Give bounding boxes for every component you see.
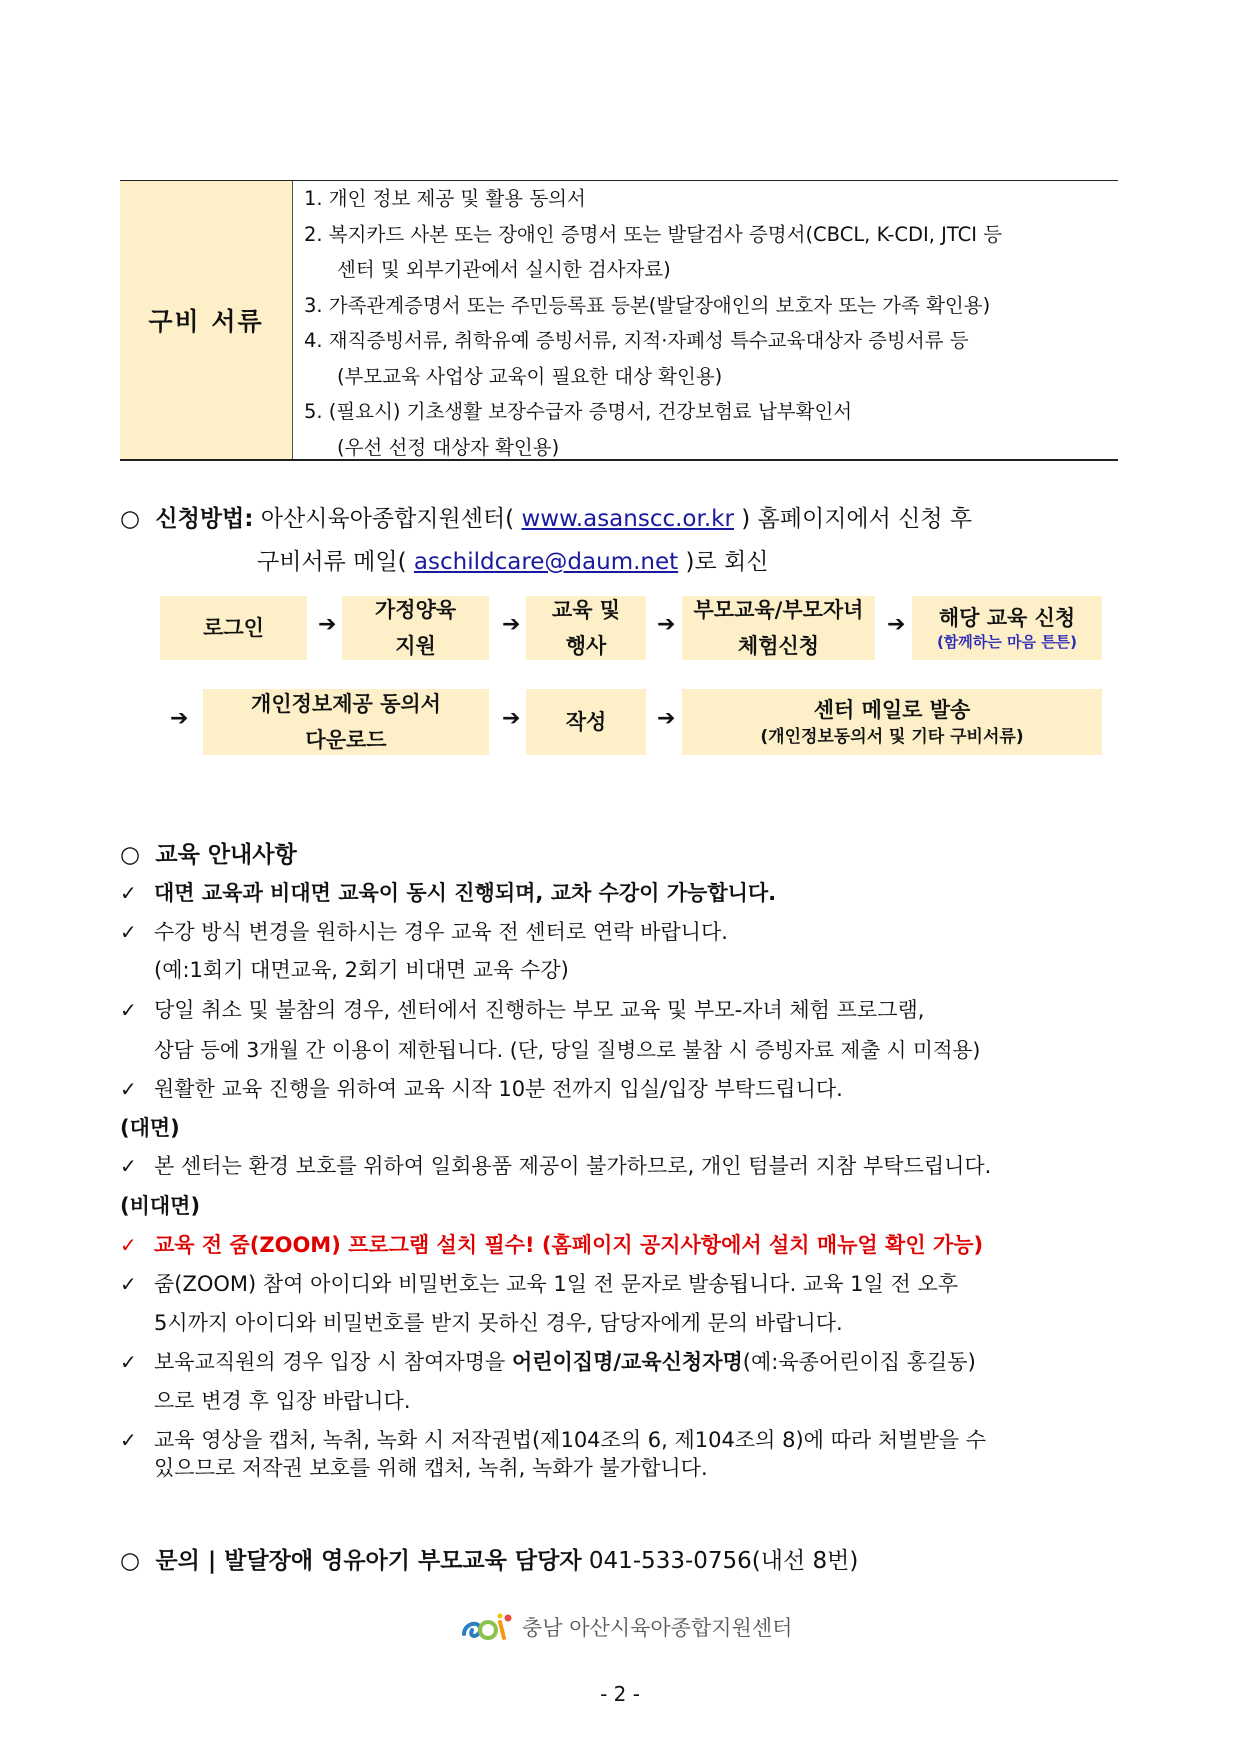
apply-text: 아산시육아종합지원센터( (253, 506, 515, 532)
apply-text: )로 회신 (685, 549, 769, 575)
guide-item-text: 수강 방식 변경을 원하시는 경우 교육 전 센터로 연락 바랍니다. (154, 920, 728, 944)
circle-bullet-icon: ○ (120, 842, 141, 868)
check-icon: ✓ (120, 1233, 137, 1257)
required-documents-list (304, 181, 1118, 465)
required-documents-header: 구비 서류 (120, 181, 293, 459)
guide-item-text: 보육교직원의 경우 입장 시 참여자명을 (154, 1350, 512, 1374)
guide-item-alert (120, 1229, 983, 1259)
offline-heading: (대면) (120, 1116, 180, 1140)
check-icon: ✓ (120, 1428, 137, 1452)
doc-item: 3. 가족관계증명서 또는 주민등록표 등본(발달장애인의 보호자 또는 가족 확인용) (304, 293, 991, 317)
arrow-right-icon: ➔ (170, 706, 189, 731)
flow-step-consent-download (203, 689, 489, 755)
check-icon: ✓ (120, 1077, 137, 1101)
flow-step-label: 개인정보제공 동의서 (251, 692, 441, 716)
arrow-right-icon: ➔ (502, 706, 521, 731)
guide-item-continuation: 상담 등에 3개월 간 이용이 제한됩니다. (단, 당일 질병으로 불참 시 증빙자료 제출 시 미적용) (154, 1038, 981, 1062)
flow-step-label: 가정양육 (374, 598, 457, 622)
guide-item (120, 1268, 958, 1298)
apply-method-line1 (120, 500, 972, 533)
apply-method-label: 신청방법: (155, 506, 254, 532)
doc-item-continuation: (우선 선정 대상자 확인용) (337, 435, 560, 459)
flow-step-label: 센터 메일로 발송 (813, 698, 971, 722)
contact-phone: 041-533-0756(내선 8번) (581, 1548, 859, 1574)
center-logo-icon (460, 1610, 516, 1644)
check-icon: ✓ (120, 881, 137, 905)
guide-item-text: (예:육종어린이집 홍길동) (742, 1350, 976, 1374)
guide-item-continuation: (예:1회기 대면교육, 2회기 비대면 교육 수강) (154, 958, 569, 982)
guide-item-text: 대면 교육과 비대면 교육이 동시 진행되며, 교차 수강이 가능합니다. (154, 881, 777, 905)
contact-label: 문의 | 발달장애 영유아기 부모교육 담당자 (155, 1548, 582, 1574)
flow-step-send-email (682, 689, 1102, 755)
arrow-right-icon: ➔ (502, 612, 521, 637)
guide-item-continuation: 으로 변경 후 입장 바랍니다. (154, 1389, 411, 1413)
arrow-right-icon: ➔ (887, 612, 906, 637)
email-link[interactable]: aschildcare@daum.net (413, 549, 679, 575)
doc-item-continuation: 센터 및 외부기관에서 실시한 검사자료) (337, 258, 671, 281)
check-icon: ✓ (120, 920, 137, 944)
doc-item: 4. 재직증빙서류, 취학유예 증빙서류, 지적·자폐성 특수교육대상자 증빙서류 등 (304, 329, 969, 352)
flow-step-label: 해당 교육 신청 (938, 606, 1076, 630)
guide-item (120, 1073, 843, 1103)
page-number: - 2 - (600, 1682, 640, 1706)
guide-item (120, 916, 728, 946)
guide-item-continuation: 있으므로 저작권 보호를 위해 캡처, 녹취, 녹화가 불가합니다. (154, 1456, 708, 1480)
check-icon: ✓ (120, 1350, 137, 1374)
guide-item (120, 1150, 991, 1180)
flow-step-login (160, 596, 307, 660)
center-logo (460, 1610, 792, 1644)
website-link[interactable]: www.asanscc.or.kr (521, 506, 734, 532)
center-logo-text: 충남 아산시육아종합지원센터 (522, 1616, 793, 1640)
guide-item (120, 994, 924, 1024)
guide-item-text: 본 센터는 환경 보호를 위하여 일회용품 제공이 불가하므로, 개인 텀블러 지참 부탁드립니다. (154, 1154, 992, 1178)
doc-item-continuation: (부모교육 사업상 교육이 필요한 대상 확인용) (337, 364, 723, 388)
guide-item (120, 877, 776, 907)
guide-title (120, 836, 297, 869)
guide-item-continuation: 5시까지 아이디와 비밀번호를 받지 못하신 경우, 담당자에게 문의 바랍니다. (154, 1311, 843, 1335)
check-icon: ✓ (120, 1272, 137, 1296)
check-icon: ✓ (120, 1154, 137, 1178)
flow-step-home-care (342, 596, 489, 660)
flow-step-education-events (526, 596, 646, 660)
flow-step-sublabel: (함께하는 마음 튼튼) (936, 633, 1078, 651)
guide-item-text: 교육 영상을 캡처, 녹취, 녹화 시 저작권법(제104조의 6, 제104조의 8)에 따라 처벌받을 수 (154, 1428, 986, 1452)
flow-step-label: 체험신청 (737, 634, 820, 658)
apply-text: 구비서류 메일( (257, 549, 407, 575)
flow-step-sublabel: (개인정보동의서 및 기타 구비서류) (760, 727, 1024, 747)
contact-line (120, 1542, 858, 1575)
apply-method-line2 (257, 543, 768, 576)
guide-item (120, 1346, 976, 1376)
flow-step-parent-program (682, 596, 875, 660)
arrow-right-icon: ➔ (657, 706, 676, 731)
flow-step-write (526, 689, 646, 755)
apply-text: ) 홈페이지에서 신청 후 (741, 506, 973, 532)
doc-item: 5. (필요시) 기초생활 보장수급자 증명서, 건강보험료 납부확인서 (304, 400, 853, 423)
circle-bullet-icon: ○ (120, 506, 141, 532)
circle-bullet-icon: ○ (120, 1548, 141, 1574)
flow-step-label: 로그인 (203, 616, 264, 640)
guide-item-text: 당일 취소 및 불참의 경우, 센터에서 진행하는 부모 교육 및 부모-자녀 체험 프로그램, (154, 998, 925, 1022)
flow-step-label: 지원 (395, 634, 436, 658)
arrow-right-icon: ➔ (657, 612, 676, 637)
flow-step-label: 작성 (565, 710, 607, 734)
online-heading: (비대면) (120, 1194, 201, 1218)
doc-item: 1. 개인 정보 제공 및 활용 동의서 (304, 187, 586, 210)
flow-step-apply-course (912, 596, 1102, 660)
guide-item-text: 원활한 교육 진행을 위하여 교육 시작 10분 전까지 입실/입장 부탁드립니다. (154, 1077, 843, 1101)
guide-item (120, 1424, 986, 1454)
flow-step-label: 행사 (565, 634, 607, 658)
arrow-right-icon: ➔ (318, 612, 337, 637)
guide-title-text: 교육 안내사항 (155, 842, 297, 868)
required-documents-table (120, 180, 1118, 461)
flow-step-label: 부모교육/부모자녀 (693, 598, 864, 622)
guide-item-bold-text: 어린이집명/교육신청자명 (511, 1350, 743, 1374)
doc-item: 2. 복지카드 사본 또는 장애인 증명서 또는 발달검사 증명서(CBCL, K-CDI, JTCI 등 (304, 222, 1003, 246)
flow-step-label: 다운로드 (305, 728, 387, 752)
guide-item-text: 교육 전 줌(ZOOM) 프로그램 설치 필수! (홈페이지 공지사항에서 설치 매뉴얼 확인 가능) (154, 1233, 984, 1257)
guide-item-text: 줌(ZOOM) 참여 아이디와 비밀번호는 교육 1일 전 문자로 발송됩니다. 교육 1일 전 오후 (154, 1272, 959, 1296)
check-icon: ✓ (120, 998, 137, 1022)
flow-step-label: 교육 및 (551, 598, 621, 622)
